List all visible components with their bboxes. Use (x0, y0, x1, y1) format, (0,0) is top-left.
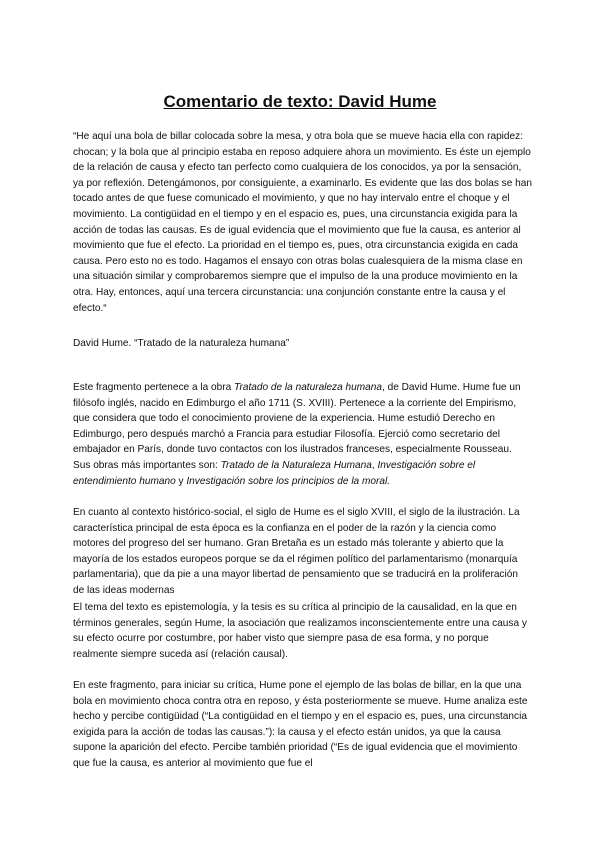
quote-citation: David Hume. “Tratado de la naturaleza humana” (73, 338, 290, 349)
paragraph-author-context (73, 380, 529, 489)
work-title: Tratado de la Naturaleza Humana (220, 459, 372, 471)
paragraph-analysis: En este fragmento, para iniciar su crítica, Hume pone el ejemplo de las bolas de billar, en la que una bola en movimiento choca contra otra en reposo, y ésta posteriormente se mueve. Hume analiza este hecho y percibe contigüidad (“La contigüidad en el tiempo y en el espacio es, pues, una circunstancia exigida para la acción de todas las causas.”): la causa y el efecto están unidos, ya que la causa supone la aparición del efecto. Percibe también prioridad (“Es de igual evidencia que el movimiento que fue la causa, es anterior al movimiento que fue el (73, 680, 528, 769)
page-title: Comentario de texto: David Hume (163, 92, 437, 111)
hume-quote: “He aquí una bola de billar colocada sobre la mesa, y otra bola que se mueve hacia ella con rapidez: chocan; y la bola que al principio estaba en reposo adquiere ahora un movimiento. Es éste un ejemplo de la relación de causa y efecto tan perfecto como cualquiera de los conocidos, ya por la sensación, ya por reflexión. Detengámonos, por consiguiente, a examinarlo. Es evidente que las dos bolas se han tocado antes de que fuese comunicado el movimiento, y que no hay intervalo entre el choque y el movimiento. La contigüidad en el tiempo y en el espacio es, pues, una circunstancia exigida para la acción de todas las causas. Es de igual evidencia que el movimiento que fue la causa, es anterior al movimiento que fue el efecto. La prioridad en el tiempo es, pues, otra circunstancia exigida en cada causa. Pero esto no es todo. Hagamos el ensayo con otras bolas cualesquiera de la misma clase en una situación similar y comprobaremos siempre que el impulso de la una produce movimiento en la otra. Hay, entonces, aquí una tercera circunstancia: una conjunción constante entre la causa y el efecto.“ (73, 131, 532, 314)
text-span: , (371, 459, 378, 471)
work-title: Investigación sobre los principios de la moral. (186, 475, 391, 487)
text-span: , de David Hume. Hume fue un filósofo inglés, nacido en Edimburgo el año 1711 (S. XVIII). Pertenece a la corriente del Empirismo, que considera que todo el conocimiento proviene de la experiencia. Hume estudió Derecho en Edimburgo, pero después marchó a Francia para estudiar Filosofía. Ejerció como secretario del embajador en París, donde tuvo contactos con los ilustrados franceses, especialmente Rousseau. Sus obras más importantes son: (73, 382, 521, 471)
work-title: Tratado de la naturaleza humana (234, 382, 382, 393)
text-span: Este fragmento pertenece a la obra (73, 382, 235, 393)
text-span: y (175, 475, 187, 487)
work-title: Investigación sobre el entendimiento humano (73, 459, 476, 487)
paragraph-historical-context: En cuanto al contexto histórico-social, el siglo de Hume es el siglo XVIII, el siglo de la ilustración. La característica principal de esta época es la confianza en el poder de la razón y la ciencia como motores del progreso del ser humano. Gran Bretaña es un estado más tolerante y abierto que la mayoría de los estados europeos porque se da el régimen político del parlamentarismo (monarquía parlamentaria), que da pie a una mayor libertad de pensamiento que se traducirá en la proliferación de las ideas modernas (73, 507, 520, 596)
paragraph-theme: El tema del texto es epistemología, y la tesis es su crítica al principio de la causalidad, en la que en términos generales, según Hume, la asociación que realizamos inconscientemente entre una causa y su efecto ocurre por costumbre, por haber visto que siempre pasa de esa forma, y no porque realmente siempre suceda así (relación causal). (73, 602, 527, 660)
